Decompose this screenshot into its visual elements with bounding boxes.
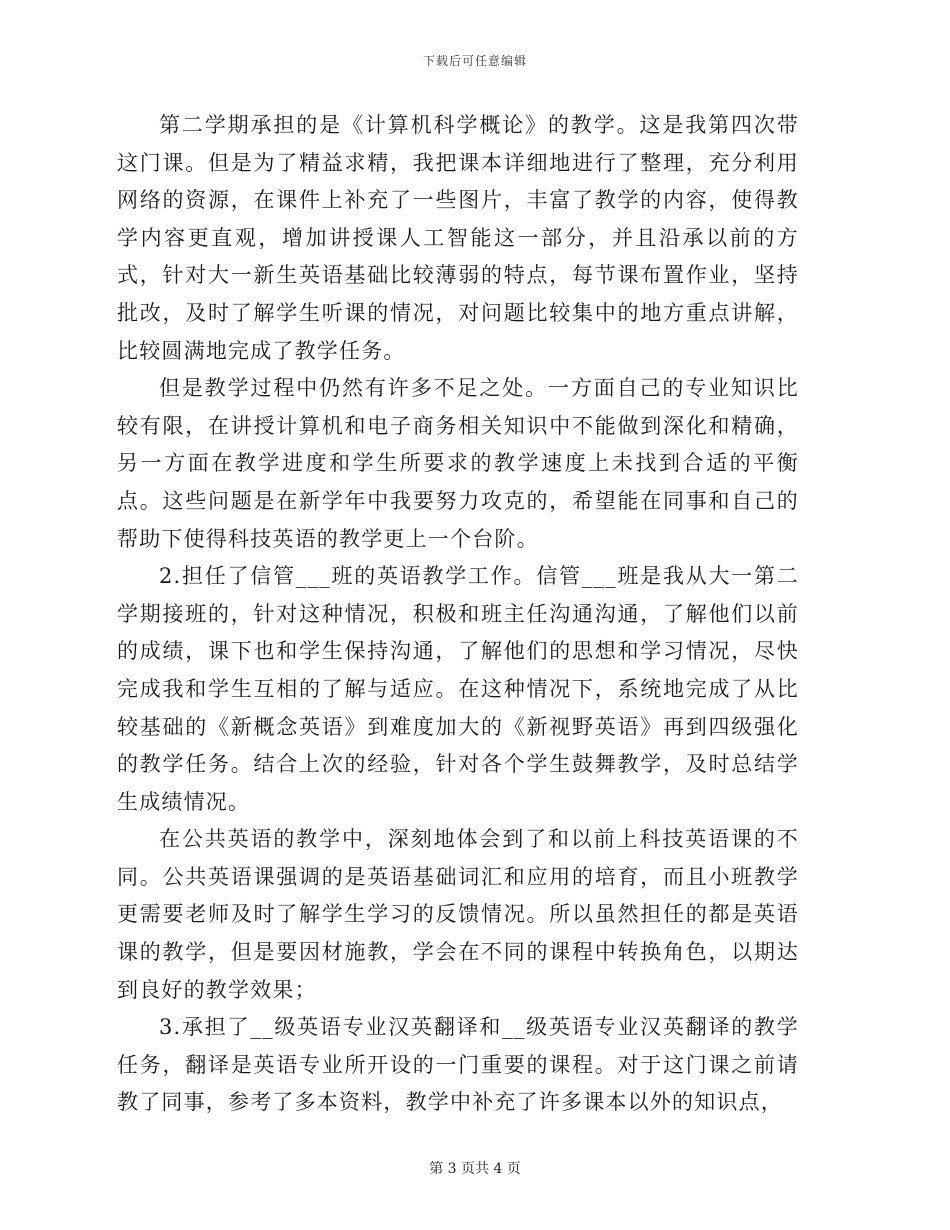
paragraph-item-2: 2.担任了信管___班的英语教学工作。信管___班是我从大一第二学期接班的，针对这种情况，积极和班主任沟通沟通，了解他们以前的成绩，课下也和学生保持沟通，了解他们的思想和学习情况，尽快完成我和学生互相的了解与适应。在这种情况下，系统地完成了从比较基础的《新概念英语》到难度加大的《新视野英语》再到四级强化的教学任务。结合上次的经验，针对各个学生鼓舞教学，及时总结学生成绩情况。 xyxy=(117,564,799,814)
paragraph-public-english: 在公共英语的教学中，深刻地体会到了和以前上科技英语课的不同。公共英语课强调的是英语基础词汇和应用的培育，而且小班教学更需要老师及时了解学生学习的反馈情况。所以虽然担任的都是英语课的教学，但是要因材施教，学会在不同的课程中转换角色，以期达到良好的教学效果； xyxy=(117,827,799,1002)
document-body xyxy=(117,107,799,1122)
paragraph-course-intro: 第二学期承担的是《计算机科学概论》的教学。这是我第四次带这门课。但是为了精益求精，我把课本详细地进行了整理，充分利用网络的资源，在课件上补充了一些图片，丰富了教学的内容，使得教学内容更直观，增加讲授课人工智能这一部分，并且沿承以前的方式，针对大一新生英语基础比较薄弱的特点，每节课布置作业，坚持批改，及时了解学生听课的情况，对问题比较集中的地方重点讲解，比较圆满地完成了教学任务。 xyxy=(117,113,799,363)
paragraph-item-3: 3.承担了__级英语专业汉英翻译和__级英语专业汉英翻译的教学任务，翻译是英语专业所开设的一门重要的课程。对于这门课之前请教了同事，参考了多本资料，教学中补充了许多课本以外的知识点， xyxy=(117,1015,799,1115)
paragraph-shortcomings: 但是教学过程中仍然有许多不足之处。一方面自己的专业知识比较有限，在讲授计算机和电子商务相关知识中不能做到深化和精确，另一方面在教学进度和学生所要求的教学速度上未找到合适的平衡点。这些问题是在新学年中我要努力攻克的，希望能在同事和自己的帮助下使得科技英语的教学更上一个台阶。 xyxy=(117,376,799,551)
page-header: 下载后可任意编辑 xyxy=(422,54,527,68)
page-number: 第 3 页共 4 页 xyxy=(429,1161,521,1177)
